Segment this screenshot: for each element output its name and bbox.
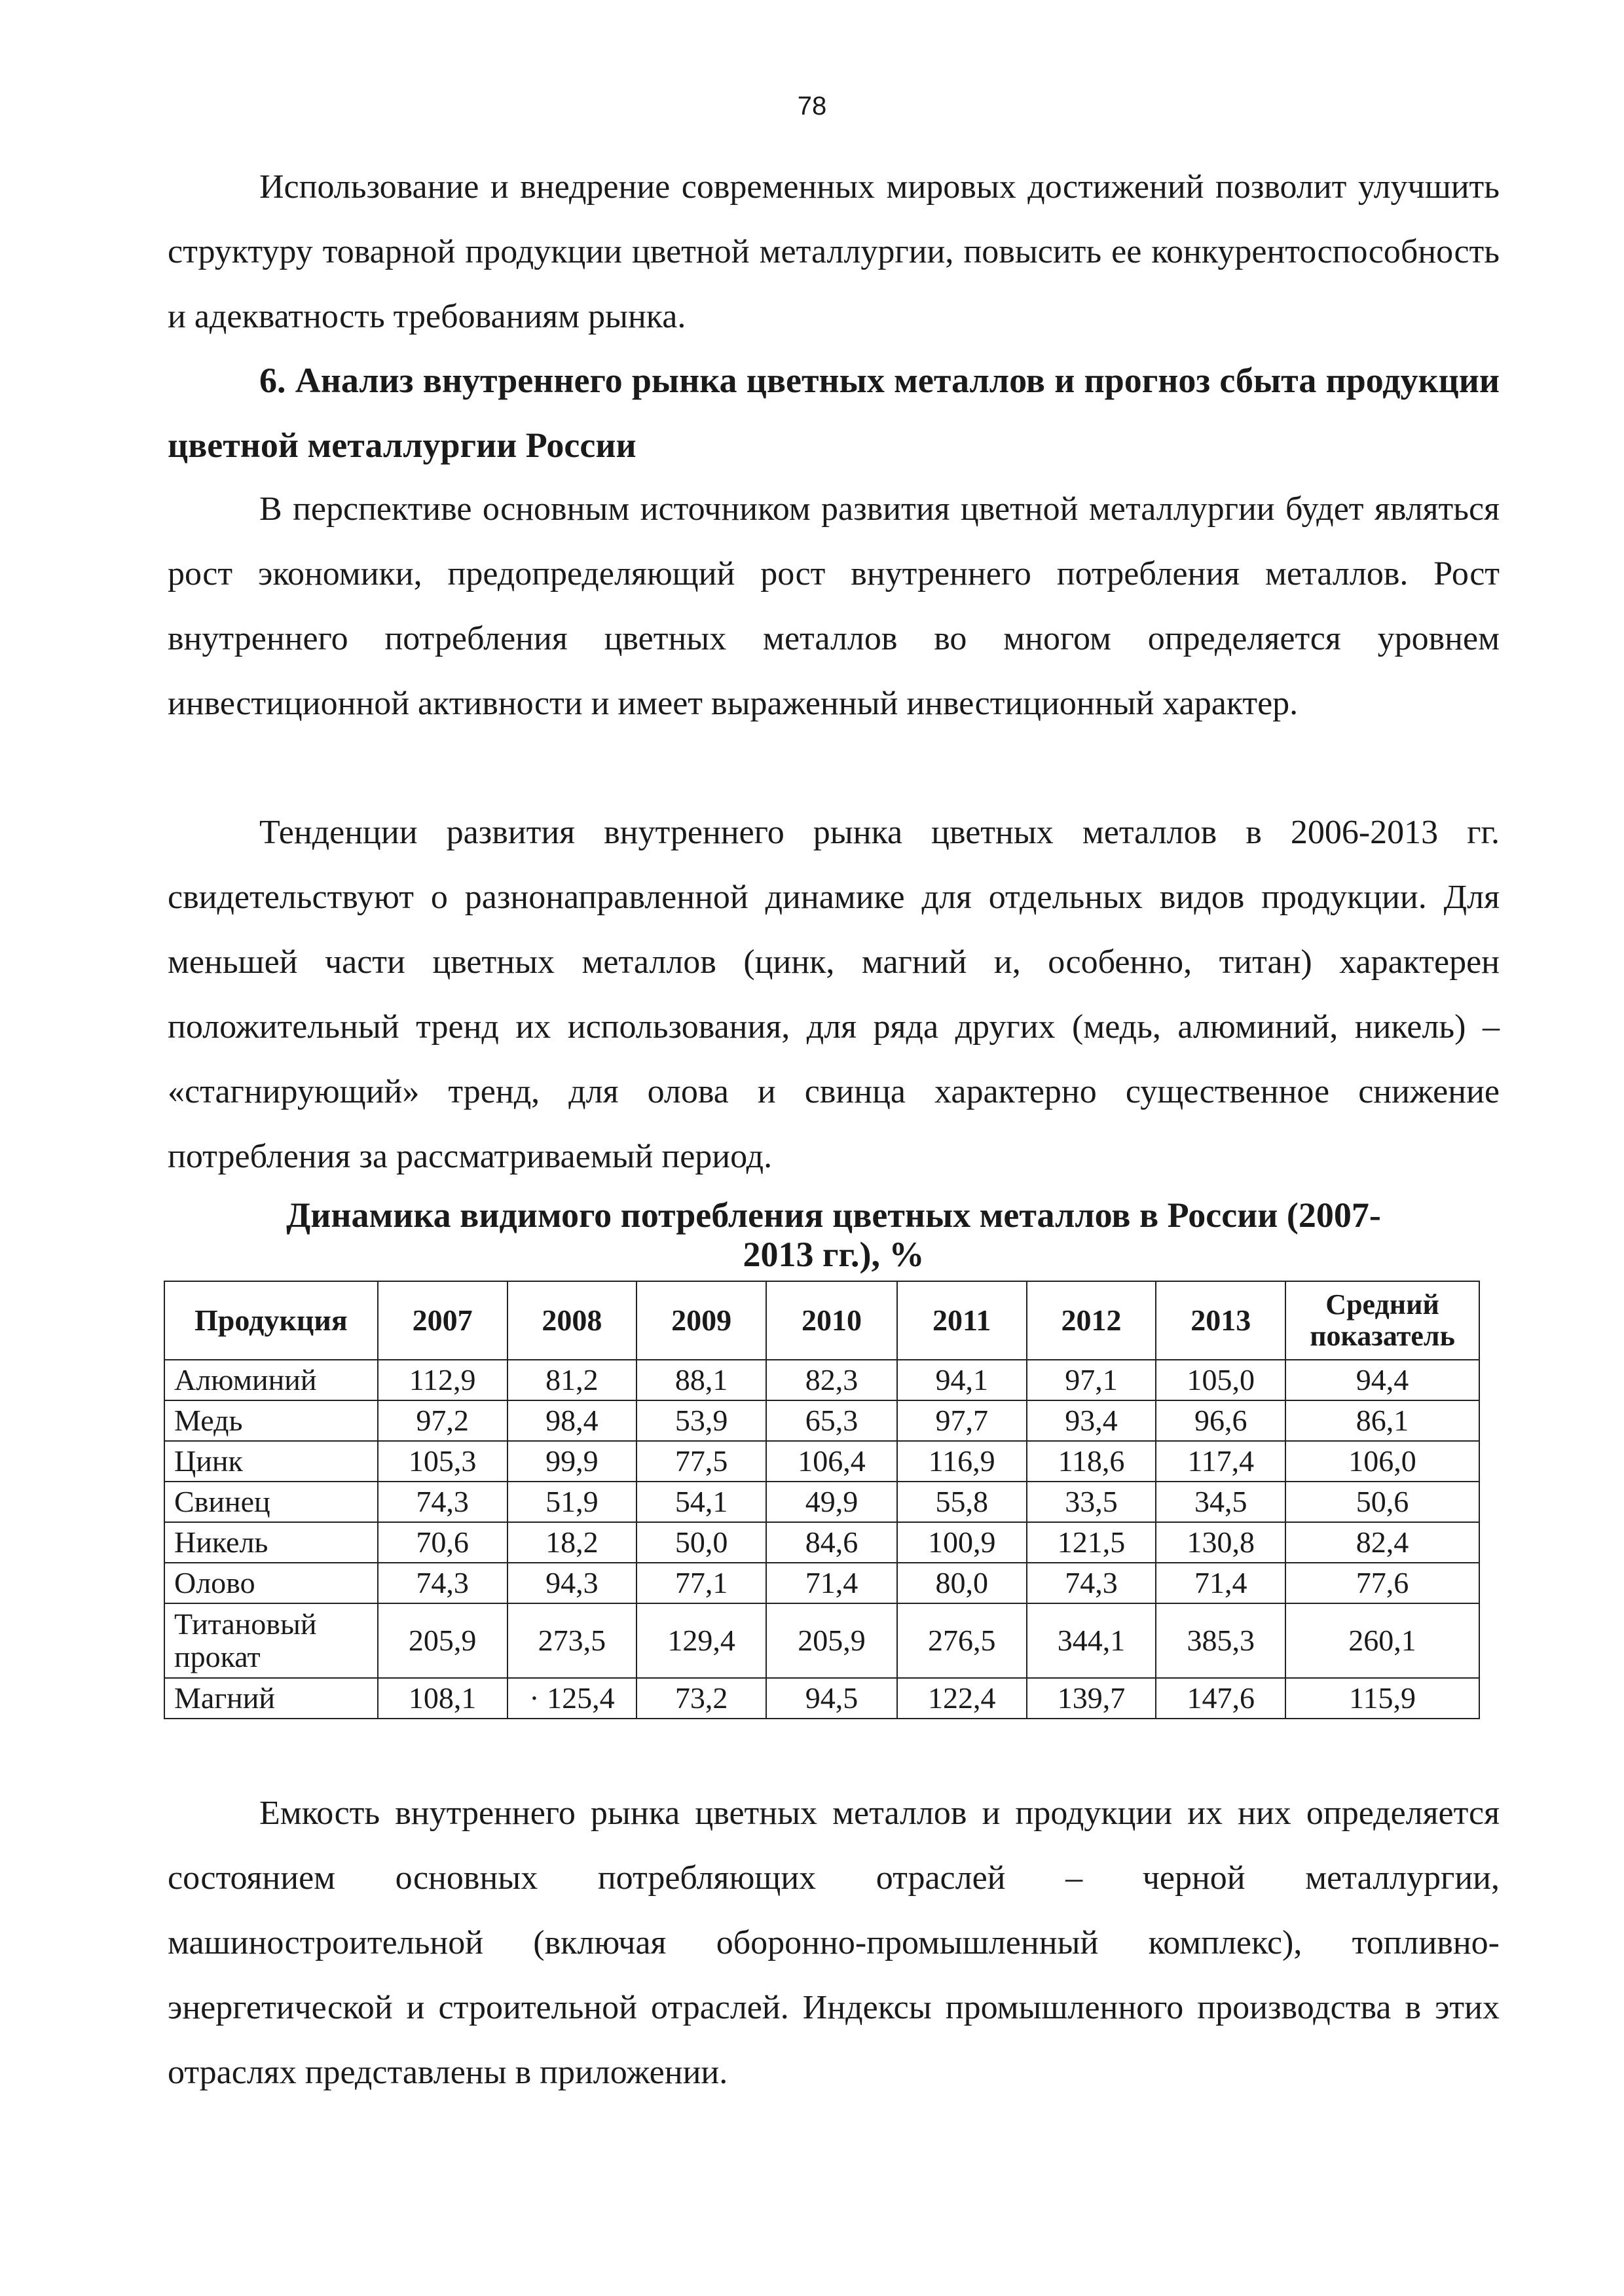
table-row <box>164 1482 1479 1522</box>
cell-2010: 205,9 <box>766 1603 897 1678</box>
cell-2013: 130,8 <box>1156 1522 1285 1563</box>
table-row <box>164 1522 1479 1563</box>
cell-2008: 273,5 <box>507 1603 637 1678</box>
cell-2012: 121,5 <box>1027 1522 1156 1563</box>
cell-2007: 112,9 <box>378 1360 507 1400</box>
cell-2009: 50,0 <box>637 1522 766 1563</box>
cell-2012: 74,3 <box>1027 1563 1156 1603</box>
header-2013: 2013 <box>1156 1281 1285 1360</box>
cell-2010: 65,3 <box>766 1400 897 1441</box>
cell-average: 260,1 <box>1285 1603 1479 1678</box>
cell-2012: 344,1 <box>1027 1603 1156 1678</box>
row-name: Никель <box>164 1522 378 1563</box>
cell-2007: 108,1 <box>378 1678 507 1719</box>
cell-average: 115,9 <box>1285 1678 1479 1719</box>
cell-2013: 71,4 <box>1156 1563 1285 1603</box>
cell-2007: 70,6 <box>378 1522 507 1563</box>
paragraph-trends: Тенденции развития внутреннего рынка цветных металлов в 2006-2013 гг. свидетельствуют о разнонаправленной динамике для отдельных видов продукции. Для меньшей части цветных металлов (цинк, магний и, особенно, титан) характерен положительный тренд их использования, для ряда других (медь, алюминий, никель) – «стагнирующий» тренд, для олова и свинца характерно существенное снижение потребления за рассматриваемый период. <box>168 814 1500 1175</box>
cell-2013: 96,6 <box>1156 1400 1285 1441</box>
cell-2011: 122,4 <box>897 1678 1027 1719</box>
cell-average: 94,4 <box>1285 1360 1479 1400</box>
cell-2007: 205,9 <box>378 1603 507 1678</box>
cell-2012: 93,4 <box>1027 1400 1156 1441</box>
header-2010: 2010 <box>766 1281 897 1360</box>
table-row <box>164 1678 1479 1719</box>
cell-2010: 84,6 <box>766 1522 897 1563</box>
cell-2011: 97,7 <box>897 1400 1027 1441</box>
cell-2009: 77,1 <box>637 1563 766 1603</box>
row-name: Свинец <box>164 1482 378 1522</box>
cell-2013: 385,3 <box>1156 1603 1285 1678</box>
paragraph-intro: Использование и внедрение современных мировых достижений позволит улучшить структуру товарной продукции цветной металлургии, повысить ее конкурентоспособность и адекватность требованиям рынка. <box>168 168 1500 335</box>
cell-2012: 97,1 <box>1027 1360 1156 1400</box>
cell-2007: 74,3 <box>378 1482 507 1522</box>
header-2007: 2007 <box>378 1281 507 1360</box>
cell-2009: 129,4 <box>637 1603 766 1678</box>
cell-2013: 147,6 <box>1156 1678 1285 1719</box>
cell-average: 86,1 <box>1285 1400 1479 1441</box>
cell-2007: 105,3 <box>378 1441 507 1482</box>
table-row <box>164 1563 1479 1603</box>
table-row <box>164 1603 1479 1678</box>
table-row <box>164 1360 1479 1400</box>
cell-2007: 74,3 <box>378 1563 507 1603</box>
cell-2009: 88,1 <box>637 1360 766 1400</box>
table-title <box>168 1195 1500 1274</box>
paragraph-market-capacity: Емкость внутреннего рынка цветных металлов и продукции их них определяется состоянием основных потребляющих отраслей – черной металлургии, машиностроительной (включая оборонно-промышленный комплекс), топливно-энергетической и строительной отраслей. Индексы промышленного производства в этих отраслях представлены в приложении. <box>168 1795 1500 2091</box>
row-name: Цинк <box>164 1441 378 1482</box>
cell-2013: 105,0 <box>1156 1360 1285 1400</box>
table-title-line-2: 2013 гг.), % <box>743 1235 925 1274</box>
row-name <box>164 1603 378 1678</box>
cell-2009: 54,1 <box>637 1482 766 1522</box>
cell-average: 50,6 <box>1285 1482 1479 1522</box>
cell-average: 82,4 <box>1285 1522 1479 1563</box>
cell-2011: 55,8 <box>897 1482 1027 1522</box>
header-product: Продукция <box>164 1281 378 1360</box>
cell-2008: · 125,4 <box>507 1678 637 1719</box>
cell-2011: 100,9 <box>897 1522 1027 1563</box>
row-name: Магний <box>164 1678 378 1719</box>
cell-2007: 97,2 <box>378 1400 507 1441</box>
cell-2010: 82,3 <box>766 1360 897 1400</box>
header-average-line-2: показатель <box>1310 1320 1455 1352</box>
cell-2010: 94,5 <box>766 1678 897 1719</box>
table-row <box>164 1441 1479 1482</box>
cell-2008: 99,9 <box>507 1441 637 1482</box>
row-name: Алюминий <box>164 1360 378 1400</box>
row-name-line-2: прокат <box>174 1640 261 1673</box>
cell-2011: 80,0 <box>897 1563 1027 1603</box>
cell-2008: 94,3 <box>507 1563 637 1603</box>
header-2012: 2012 <box>1027 1281 1156 1360</box>
row-name: Медь <box>164 1400 378 1441</box>
cell-2011: 276,5 <box>897 1603 1027 1678</box>
cell-2008: 51,9 <box>507 1482 637 1522</box>
header-2009: 2009 <box>637 1281 766 1360</box>
cell-2013: 117,4 <box>1156 1441 1285 1482</box>
table-row <box>164 1400 1479 1441</box>
consumption-table <box>164 1281 1480 1719</box>
cell-2011: 94,1 <box>897 1360 1027 1400</box>
cell-2009: 77,5 <box>637 1441 766 1482</box>
cell-2010: 71,4 <box>766 1563 897 1603</box>
cell-2013: 34,5 <box>1156 1482 1285 1522</box>
cell-2009: 53,9 <box>637 1400 766 1441</box>
cell-2008: 98,4 <box>507 1400 637 1441</box>
cell-2010: 49,9 <box>766 1482 897 1522</box>
cell-2008: 81,2 <box>507 1360 637 1400</box>
row-name-line-1: Титановый <box>174 1607 317 1641</box>
header-average-line-1: Средний <box>1325 1288 1439 1321</box>
cell-2009: 73,2 <box>637 1678 766 1719</box>
cell-2012: 139,7 <box>1027 1678 1156 1719</box>
table-header-row <box>164 1281 1479 1360</box>
cell-average: 77,6 <box>1285 1563 1479 1603</box>
cell-2012: 33,5 <box>1027 1482 1156 1522</box>
cell-average: 106,0 <box>1285 1441 1479 1482</box>
header-2011: 2011 <box>897 1281 1027 1360</box>
header-average <box>1285 1281 1479 1360</box>
cell-2008: 18,2 <box>507 1522 637 1563</box>
row-name: Олово <box>164 1563 378 1603</box>
section-heading: 6. Анализ внутреннего рынка цветных металлов и прогноз сбыта продукции цветной металлургии России <box>168 361 1500 465</box>
paragraph-growth: В перспективе основным источником развития цветной металлургии будет являться рост экономики, предопределяющий рост внутреннего потребления металлов. Рост внутреннего потребления цветных металлов во многом определяется уровнем инвестиционной активности и имеет выраженный инвестиционный характер. <box>168 490 1500 722</box>
cell-2012: 118,6 <box>1027 1441 1156 1482</box>
page-number: 78 <box>797 92 827 120</box>
header-2008: 2008 <box>507 1281 637 1360</box>
cell-2011: 116,9 <box>897 1441 1027 1482</box>
table-title-line-1: Динамика видимого потребления цветных металлов в России (2007- <box>286 1195 1381 1235</box>
cell-2010: 106,4 <box>766 1441 897 1482</box>
